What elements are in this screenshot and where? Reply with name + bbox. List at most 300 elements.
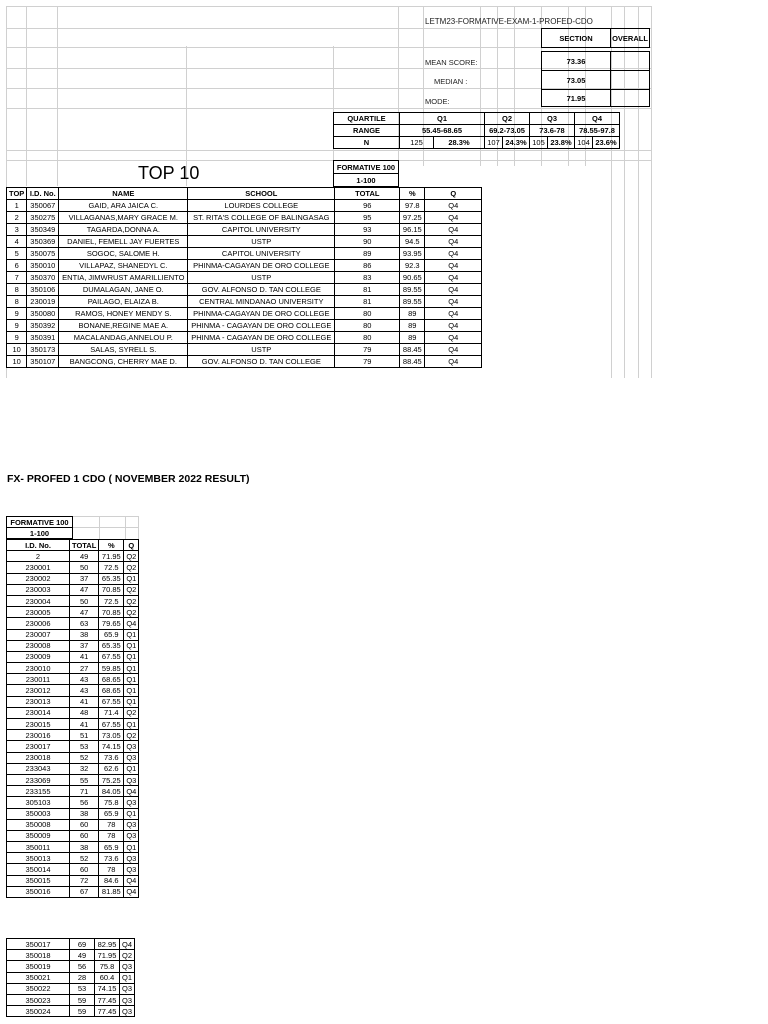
- quartile-cell: Q1: [124, 640, 139, 651]
- id-cell: 230002: [7, 573, 70, 584]
- quartile-cell: Q4: [425, 296, 482, 308]
- table-row: [7, 212, 482, 224]
- pct-cell: 89: [400, 332, 425, 344]
- results-table: [6, 539, 139, 898]
- pct-cell: 77.45: [95, 994, 120, 1005]
- school-cell: PHINMA - CAGAYAN DE ORO COLLEGE: [188, 320, 335, 332]
- total-cell: 38: [70, 808, 99, 819]
- school-cell: USTP: [188, 344, 335, 356]
- top10-title: TOP 10: [138, 163, 200, 183]
- id-cell: 350017: [7, 939, 70, 950]
- id-cell: 230001: [7, 562, 70, 573]
- id-cell: 230007: [7, 629, 70, 640]
- table-row: [7, 939, 135, 950]
- pct-cell: 84.6: [99, 875, 124, 886]
- table-row: [7, 236, 482, 248]
- results-table-continued: [6, 938, 135, 1017]
- top-rank-cell: 4: [7, 236, 27, 248]
- school-cell: PHINMA - CAGAYAN DE ORO COLLEGE: [188, 332, 335, 344]
- top-rank-cell: 8: [7, 296, 27, 308]
- top-rank-cell: 9: [7, 308, 27, 320]
- total-cell: 38: [70, 629, 99, 640]
- quartile-cell: Q4: [425, 248, 482, 260]
- id-cell: 350370: [27, 272, 59, 284]
- top10-table: [6, 187, 482, 368]
- res-col-q: Q: [124, 540, 139, 551]
- id-cell: 233043: [7, 763, 70, 774]
- total-cell: 72: [70, 875, 99, 886]
- id-cell: 350018: [7, 950, 70, 961]
- total-cell: 41: [70, 651, 99, 662]
- col-total: TOTAL: [335, 188, 400, 200]
- id-cell: 350023: [7, 994, 70, 1005]
- quartile-cell: Q3: [124, 864, 139, 875]
- total-cell: 96: [335, 200, 400, 212]
- id-cell: 350013: [7, 853, 70, 864]
- overall-header: OVERALL: [610, 28, 650, 48]
- quartile-cell: Q1: [124, 629, 139, 640]
- quartile-cell: Q4: [425, 224, 482, 236]
- school-cell: GOV. ALFONSO D. TAN COLLEGE: [188, 284, 335, 296]
- pct-cell: 71.95: [99, 551, 124, 562]
- quartile-cell: Q4: [425, 308, 482, 320]
- quartile-cell: Q1: [124, 651, 139, 662]
- q1-n: 125: [400, 137, 434, 149]
- id-cell: 350016: [7, 886, 70, 897]
- school-cell: USTP: [188, 236, 335, 248]
- pct-cell: 72.5: [99, 562, 124, 573]
- quartile-cell: Q3: [124, 853, 139, 864]
- pct-cell: 90.65: [400, 272, 425, 284]
- q4-range: 78.55-97.8: [575, 125, 620, 137]
- name-cell: DUMALAGAN, JANE O.: [59, 284, 188, 296]
- table-row: [7, 864, 139, 875]
- quartile-cell: Q3: [120, 983, 135, 994]
- table-row: [7, 284, 482, 296]
- col-id: I.D. No.: [27, 188, 59, 200]
- top-rank-cell: 6: [7, 260, 27, 272]
- name-cell: SALAS, SYRELL S.: [59, 344, 188, 356]
- table-row: [7, 607, 139, 618]
- pct-cell: 74.15: [99, 741, 124, 752]
- pct-cell: 89: [400, 308, 425, 320]
- school-cell: ST. RITA'S COLLEGE OF BALINGASAG: [188, 212, 335, 224]
- total-cell: 60: [70, 819, 99, 830]
- pct-cell: 73.05: [99, 730, 124, 741]
- res-col-pct: %: [99, 540, 124, 551]
- pct-cell: 68.65: [99, 674, 124, 685]
- table-row: [7, 573, 139, 584]
- total-cell: 49: [70, 950, 95, 961]
- pct-cell: 59.85: [99, 663, 124, 674]
- table-row: [7, 224, 482, 236]
- school-cell: PHINMA-CAGAYAN DE ORO COLLEGE: [188, 308, 335, 320]
- quartile-cell: Q2: [120, 950, 135, 961]
- quartile-cell: Q4: [425, 200, 482, 212]
- name-cell: SOGOC, SALOME H.: [59, 248, 188, 260]
- quartile-cell: Q4: [425, 236, 482, 248]
- mean-label: MEAN SCORE:: [425, 58, 478, 67]
- col-school: SCHOOL: [188, 188, 335, 200]
- table-row: [7, 1006, 135, 1017]
- id-cell: 350391: [27, 332, 59, 344]
- results-heading: FX- PROFED 1 CDO ( NOVEMBER 2022 RESULT): [7, 473, 250, 485]
- id-cell: 230005: [7, 607, 70, 618]
- total-cell: 48: [70, 707, 99, 718]
- pct-cell: 71.4: [99, 707, 124, 718]
- table-row: [7, 200, 482, 212]
- quartile-cell: Q1: [124, 763, 139, 774]
- total-cell: 79: [335, 356, 400, 368]
- total-cell: 67: [70, 886, 99, 897]
- table-row: [7, 332, 482, 344]
- table-row: [7, 819, 139, 830]
- quartile-cell: Q4: [425, 272, 482, 284]
- q3-pct: 23.8%: [547, 137, 574, 149]
- quartile-cell: Q1: [124, 685, 139, 696]
- quartile-cell: Q1: [124, 808, 139, 819]
- table-row: [7, 296, 482, 308]
- top-rank-cell: 10: [7, 344, 27, 356]
- pct-cell: 97.8: [400, 200, 425, 212]
- school-cell: USTP: [188, 272, 335, 284]
- pct-cell: 89: [400, 320, 425, 332]
- total-cell: 93: [335, 224, 400, 236]
- id-cell: 230018: [7, 752, 70, 763]
- top-rank-cell: 8: [7, 284, 27, 296]
- res-col-id: I.D. No.: [7, 540, 70, 551]
- pct-cell: 89.55: [400, 284, 425, 296]
- id-cell: 350008: [7, 819, 70, 830]
- table-row: [7, 696, 139, 707]
- table-row: [7, 730, 139, 741]
- quartile-cell: Q4: [425, 344, 482, 356]
- quartile-header-row: [334, 113, 620, 125]
- col-pct: %: [400, 188, 425, 200]
- table-row: [7, 562, 139, 573]
- table-row: [7, 260, 482, 272]
- quartile-cell: Q3: [120, 994, 135, 1005]
- table-row: [7, 320, 482, 332]
- total-cell: 38: [70, 842, 99, 853]
- school-cell: CENTRAL MINDANAO UNIVERSITY: [188, 296, 335, 308]
- pct-cell: 79.65: [99, 618, 124, 629]
- total-cell: 28: [70, 972, 95, 983]
- quartile-cell: Q2: [124, 551, 139, 562]
- table-row: [7, 674, 139, 685]
- table-row: [7, 786, 139, 797]
- quartile-cell: Q4: [120, 939, 135, 950]
- quartile-cell: Q4: [425, 260, 482, 272]
- quartile-cell: Q4: [124, 886, 139, 897]
- pct-cell: 88.45: [400, 356, 425, 368]
- id-cell: 230004: [7, 595, 70, 606]
- quartile-cell: Q1: [120, 972, 135, 983]
- total-cell: 43: [70, 685, 99, 696]
- results-formative-label: FORMATIVE 100: [6, 516, 73, 528]
- name-cell: VILLAPAZ, SHANEDYL C.: [59, 260, 188, 272]
- id-cell: 350011: [7, 842, 70, 853]
- quartile-cell: Q2: [124, 562, 139, 573]
- results-header-row: [7, 540, 139, 551]
- pct-cell: 62.6: [99, 763, 124, 774]
- total-cell: 80: [335, 332, 400, 344]
- total-cell: 55: [70, 774, 99, 785]
- pct-cell: 65.35: [99, 573, 124, 584]
- school-cell: PHINMA-CAGAYAN DE ORO COLLEGE: [188, 260, 335, 272]
- quartile-cell: Q4: [425, 320, 482, 332]
- pct-cell: 81.85: [99, 886, 124, 897]
- id-cell: 230017: [7, 741, 70, 752]
- table-row: [7, 950, 135, 961]
- id-cell: 350392: [27, 320, 59, 332]
- quartile-cell: Q4: [425, 356, 482, 368]
- sheet-title: LETM23-FORMATIVE-EXAM-1-PROFED-CDO: [425, 17, 593, 26]
- total-cell: 47: [70, 584, 99, 595]
- pct-cell: 74.15: [95, 983, 120, 994]
- table-row: [7, 886, 139, 897]
- quartile-cell: Q4: [425, 332, 482, 344]
- school-cell: GOV. ALFONSO D. TAN COLLEGE: [188, 356, 335, 368]
- total-cell: 37: [70, 573, 99, 584]
- median-value: 73.05: [541, 70, 611, 90]
- name-cell: MACALANDAG,ANNELOU P.: [59, 332, 188, 344]
- n-label: N: [334, 137, 400, 149]
- total-cell: 41: [70, 719, 99, 730]
- name-cell: BONANE,REGINE MAE A.: [59, 320, 188, 332]
- id-cell: 230014: [7, 707, 70, 718]
- pct-cell: 75.8: [95, 961, 120, 972]
- table-row: [7, 685, 139, 696]
- q3-n: 105: [530, 137, 548, 149]
- quartile-cell: Q3: [124, 797, 139, 808]
- pct-cell: 97.25: [400, 212, 425, 224]
- quartile-range-row: [334, 125, 620, 137]
- pct-cell: 78: [99, 864, 124, 875]
- name-cell: RAMOS, HONEY MENDY S.: [59, 308, 188, 320]
- id-cell: 350349: [27, 224, 59, 236]
- quartile-cell: Q1: [124, 842, 139, 853]
- total-cell: 43: [70, 674, 99, 685]
- id-cell: 350024: [7, 1006, 70, 1017]
- mode-label: MODE:: [425, 97, 450, 106]
- id-cell: 350275: [27, 212, 59, 224]
- pct-cell: 94.5: [400, 236, 425, 248]
- id-cell: 350080: [27, 308, 59, 320]
- total-cell: 41: [70, 696, 99, 707]
- total-cell: 53: [70, 741, 99, 752]
- total-cell: 71: [70, 786, 99, 797]
- total-cell: 60: [70, 864, 99, 875]
- pct-cell: 65.9: [99, 808, 124, 819]
- pct-cell: 60.4: [95, 972, 120, 983]
- pct-cell: 67.55: [99, 696, 124, 707]
- id-cell: 230008: [7, 640, 70, 651]
- quartile-cell: Q1: [124, 674, 139, 685]
- id-cell: 350019: [7, 961, 70, 972]
- id-cell: 230012: [7, 685, 70, 696]
- total-cell: 69: [70, 939, 95, 950]
- name-cell: GAID, ARA JAICA C.: [59, 200, 188, 212]
- table-row: [7, 356, 482, 368]
- mean-value: 73.36: [541, 51, 611, 71]
- id-cell: 2: [7, 551, 70, 562]
- table-row: [7, 663, 139, 674]
- id-cell: 350021: [7, 972, 70, 983]
- table-row: [7, 983, 135, 994]
- quartile-cell: Q1: [124, 573, 139, 584]
- school-cell: CAPITOL UNIVERSITY: [188, 224, 335, 236]
- id-cell: 350014: [7, 864, 70, 875]
- total-cell: 90: [335, 236, 400, 248]
- median-label: MEDIAN :: [434, 77, 468, 86]
- quartile-cell: Q1: [124, 719, 139, 730]
- table-row: [7, 618, 139, 629]
- pct-cell: 68.65: [99, 685, 124, 696]
- top-rank-cell: 7: [7, 272, 27, 284]
- top-rank-cell: 10: [7, 356, 27, 368]
- pct-cell: 92.3: [400, 260, 425, 272]
- table-row: [7, 972, 135, 983]
- pct-cell: 65.9: [99, 629, 124, 640]
- q1-pct: 28.3%: [433, 137, 484, 149]
- quartile-cell: Q1: [124, 696, 139, 707]
- res-col-total: TOTAL: [70, 540, 99, 551]
- total-cell: 53: [70, 983, 95, 994]
- total-cell: 32: [70, 763, 99, 774]
- quartile-cell: Q2: [124, 595, 139, 606]
- table-row: [7, 584, 139, 595]
- total-cell: 86: [335, 260, 400, 272]
- quartile-cell: Q1: [124, 663, 139, 674]
- table-row: [7, 308, 482, 320]
- mode-overall: [610, 89, 650, 107]
- quartile-cell: Q4: [124, 875, 139, 886]
- q2-range: 69.2-73.05: [485, 125, 530, 137]
- top-rank-cell: 5: [7, 248, 27, 260]
- table-row: [7, 640, 139, 651]
- name-cell: PAILAGO, ELAIZA B.: [59, 296, 188, 308]
- pct-cell: 84.05: [99, 786, 124, 797]
- quartile-cell: Q3: [124, 741, 139, 752]
- id-cell: 230016: [7, 730, 70, 741]
- section-header: SECTION: [541, 28, 611, 48]
- table-row: [7, 763, 139, 774]
- pct-cell: 96.15: [400, 224, 425, 236]
- top-rank-cell: 2: [7, 212, 27, 224]
- quartile-table: [333, 112, 620, 149]
- table-row: [7, 830, 139, 841]
- pct-cell: 73.6: [99, 752, 124, 763]
- quartile-cell: Q3: [120, 1006, 135, 1017]
- total-cell: 89: [335, 248, 400, 260]
- top10-formative-label: FORMATIVE 100: [333, 160, 399, 174]
- q1-header: Q1: [400, 113, 485, 125]
- col-top: TOP: [7, 188, 27, 200]
- total-cell: 80: [335, 320, 400, 332]
- total-cell: 59: [70, 994, 95, 1005]
- total-cell: 27: [70, 663, 99, 674]
- pct-cell: 75.8: [99, 797, 124, 808]
- mode-value: 71.95: [541, 89, 611, 107]
- mean-overall: [610, 51, 650, 71]
- table-row: [7, 719, 139, 730]
- id-cell: 305103: [7, 797, 70, 808]
- pct-cell: 65.9: [99, 842, 124, 853]
- median-overall: [610, 70, 650, 90]
- total-cell: 49: [70, 551, 99, 562]
- id-cell: 230006: [7, 618, 70, 629]
- table-row: [7, 629, 139, 640]
- quartile-cell: Q3: [124, 774, 139, 785]
- total-cell: 52: [70, 752, 99, 763]
- table-row: [7, 595, 139, 606]
- total-cell: 50: [70, 595, 99, 606]
- table-row: [7, 248, 482, 260]
- school-cell: CAPITOL UNIVERSITY: [188, 248, 335, 260]
- id-cell: 230019: [27, 296, 59, 308]
- pct-cell: 73.6: [99, 853, 124, 864]
- q4-header: Q4: [575, 113, 620, 125]
- total-cell: 59: [70, 1006, 95, 1017]
- top-rank-cell: 3: [7, 224, 27, 236]
- pct-cell: 71.95: [95, 950, 120, 961]
- q4-n: 104: [575, 137, 593, 149]
- q1-range: 55.45-68.65: [400, 125, 485, 137]
- q2-pct: 24.3%: [502, 137, 529, 149]
- pct-cell: 75.25: [99, 774, 124, 785]
- school-cell: LOURDES COLLEGE: [188, 200, 335, 212]
- col-q: Q: [425, 188, 482, 200]
- id-cell: 350369: [27, 236, 59, 248]
- total-cell: 51: [70, 730, 99, 741]
- table-row: [7, 774, 139, 785]
- q3-header: Q3: [530, 113, 575, 125]
- pct-cell: 78: [99, 830, 124, 841]
- pct-cell: 89.55: [400, 296, 425, 308]
- total-cell: 47: [70, 607, 99, 618]
- name-cell: BANGCONG, CHERRY MAE D.: [59, 356, 188, 368]
- top-rank-cell: 9: [7, 332, 27, 344]
- range-label: RANGE: [334, 125, 400, 137]
- table-row: [7, 808, 139, 819]
- name-cell: VILLAGANAS,MARY GRACE M.: [59, 212, 188, 224]
- quartile-cell: Q2: [124, 584, 139, 595]
- quartile-n-row: [334, 137, 620, 149]
- name-cell: ENTIA, JIMWRUST AMARILLIENTO: [59, 272, 188, 284]
- pct-cell: 65.35: [99, 640, 124, 651]
- quartile-cell: Q2: [124, 730, 139, 741]
- total-cell: 56: [70, 797, 99, 808]
- id-cell: 350003: [7, 808, 70, 819]
- id-cell: 350009: [7, 830, 70, 841]
- table-row: [7, 551, 139, 562]
- name-cell: TAGARDA,DONNA A.: [59, 224, 188, 236]
- total-cell: 80: [335, 308, 400, 320]
- pct-cell: 88.45: [400, 344, 425, 356]
- name-cell: DANIEL, FEMELL JAY FUERTES: [59, 236, 188, 248]
- pct-cell: 67.55: [99, 651, 124, 662]
- top-rank-cell: 1: [7, 200, 27, 212]
- id-cell: 230013: [7, 696, 70, 707]
- q2-n: 107: [485, 137, 503, 149]
- table-row: [7, 344, 482, 356]
- id-cell: 350173: [27, 344, 59, 356]
- total-cell: 81: [335, 296, 400, 308]
- table-row: [7, 994, 135, 1005]
- id-cell: 350106: [27, 284, 59, 296]
- id-cell: 350067: [27, 200, 59, 212]
